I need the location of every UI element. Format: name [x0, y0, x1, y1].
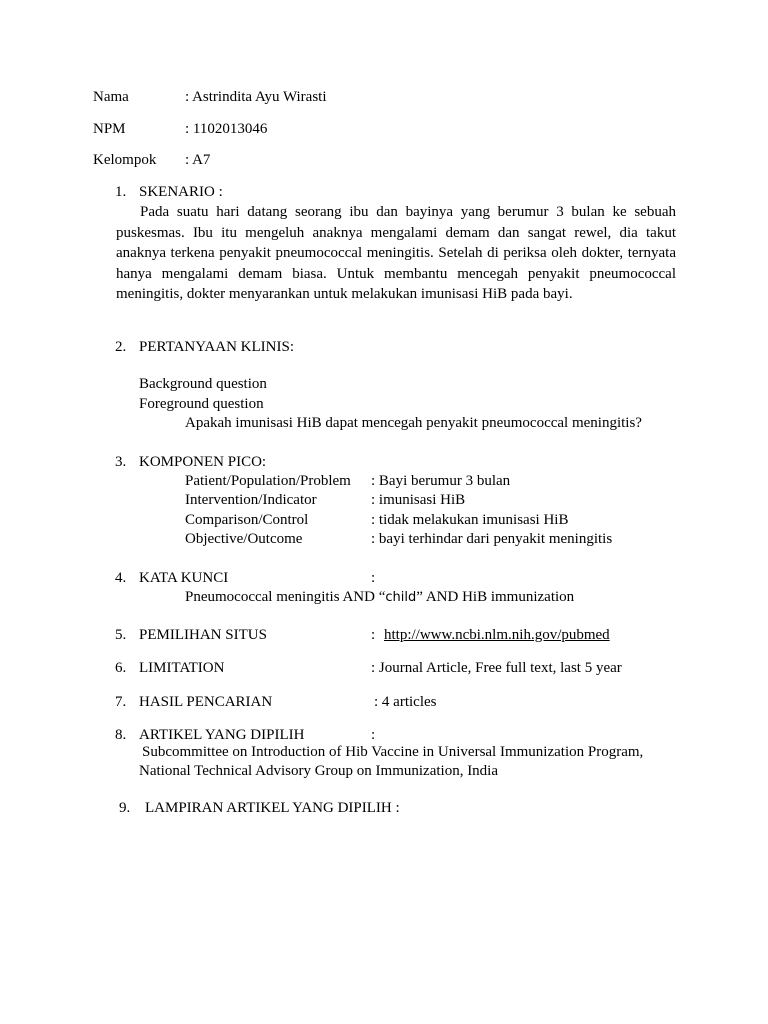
section-1-title: SKENARIO : [139, 184, 223, 200]
foreground-question: Foreground question [139, 396, 264, 412]
section-6-number: 6. [115, 660, 127, 676]
section-3-title: KOMPONEN PICO: [139, 454, 267, 470]
section-4-title: KATA KUNCI [139, 570, 229, 586]
clinical-question: Apakah imunisasi HiB dapat mencegah penyakit pneumococcal meningitis? [185, 415, 642, 431]
pico-row-value: : imunisasi HiB [371, 492, 466, 508]
keywords [185, 587, 574, 608]
pico-row-value: : tidak melakukan imunisasi HiB [371, 512, 569, 528]
pico-row-label: Comparison/Control [185, 512, 309, 528]
pico-row-value: : bayi terhindar dari penyakit meningitis [371, 531, 613, 547]
section-7-number: 7. [115, 694, 127, 710]
kelompok-value: : A7 [185, 152, 211, 168]
pico-row-label: Intervention/Indicator [185, 492, 317, 508]
keywords-part-a: Pneumococcal meningitis AND “ [185, 589, 386, 605]
skenario-paragraph: Pada suatu hari datang seorang ibu dan bayinya yang berumur 3 bulan ke sebuah puskesmas. Ibu itu mengeluh anaknya mengalami demam dan sangat rewel, dia takut anaknya terkena penyakit pneumococcal meningitis. Setelah di periksa oleh dokter, ternyata hanya mengalami demam biasa. Untuk membantu mencegah penyakit pneumococcal meningitis, dokter menyarankan untuk melakukan imunisasi HiB pada bayi. [116, 204, 676, 302]
nama-value: : Astrindita Ayu Wirasti [185, 89, 327, 105]
section-9-title: LAMPIRAN ARTIKEL YANG DIPILIH : [145, 800, 400, 816]
search-result-value: : 4 articles [374, 694, 437, 710]
site-colon: : [371, 627, 376, 643]
section-8-number: 8. [115, 727, 127, 743]
section-3-number: 3. [115, 454, 127, 470]
limitation-value: : Journal Article, Free full text, last 5 year [371, 660, 622, 676]
npm-value: : 1102013046 [185, 121, 268, 137]
section-5-number: 5. [115, 627, 127, 643]
npm-label: NPM [93, 121, 126, 137]
section-4-colon: : [371, 570, 376, 586]
pico-row-label: Patient/Population/Problem [185, 473, 351, 489]
section-5-title: PEMILIHAN SITUS [139, 627, 267, 643]
pico-row-label: Objective/Outcome [185, 531, 303, 547]
section-9-number: 9. [119, 800, 131, 816]
section-1-number: 1. [115, 184, 127, 200]
section-4-number: 4. [115, 570, 127, 586]
pubmed-link[interactable]: http://www.ncbi.nlm.nih.gov/pubmed [384, 627, 610, 643]
section-6-title: LIMITATION [139, 660, 225, 676]
keywords-part-b: ” AND HiB immunization [416, 589, 575, 605]
section-2-number: 2. [115, 339, 127, 355]
section-7-title: HASIL PENCARIAN [139, 694, 273, 710]
nama-label: Nama [93, 89, 129, 105]
keywords-child: child [385, 590, 417, 605]
article-line-2: National Technical Advisory Group on Immunization, India [139, 763, 499, 779]
article-line-1: Subcommittee on Introduction of Hib Vaccine in Universal Immunization Program, [142, 744, 644, 760]
kelompok-label: Kelompok [93, 152, 157, 168]
section-8-colon: : [371, 727, 376, 743]
section-8-title: ARTIKEL YANG DIPILIH [139, 727, 305, 743]
background-question: Background question [139, 376, 267, 392]
section-2-title: PERTANYAAN KLINIS: [139, 339, 294, 355]
pico-row-value: : Bayi berumur 3 bulan [371, 473, 511, 489]
